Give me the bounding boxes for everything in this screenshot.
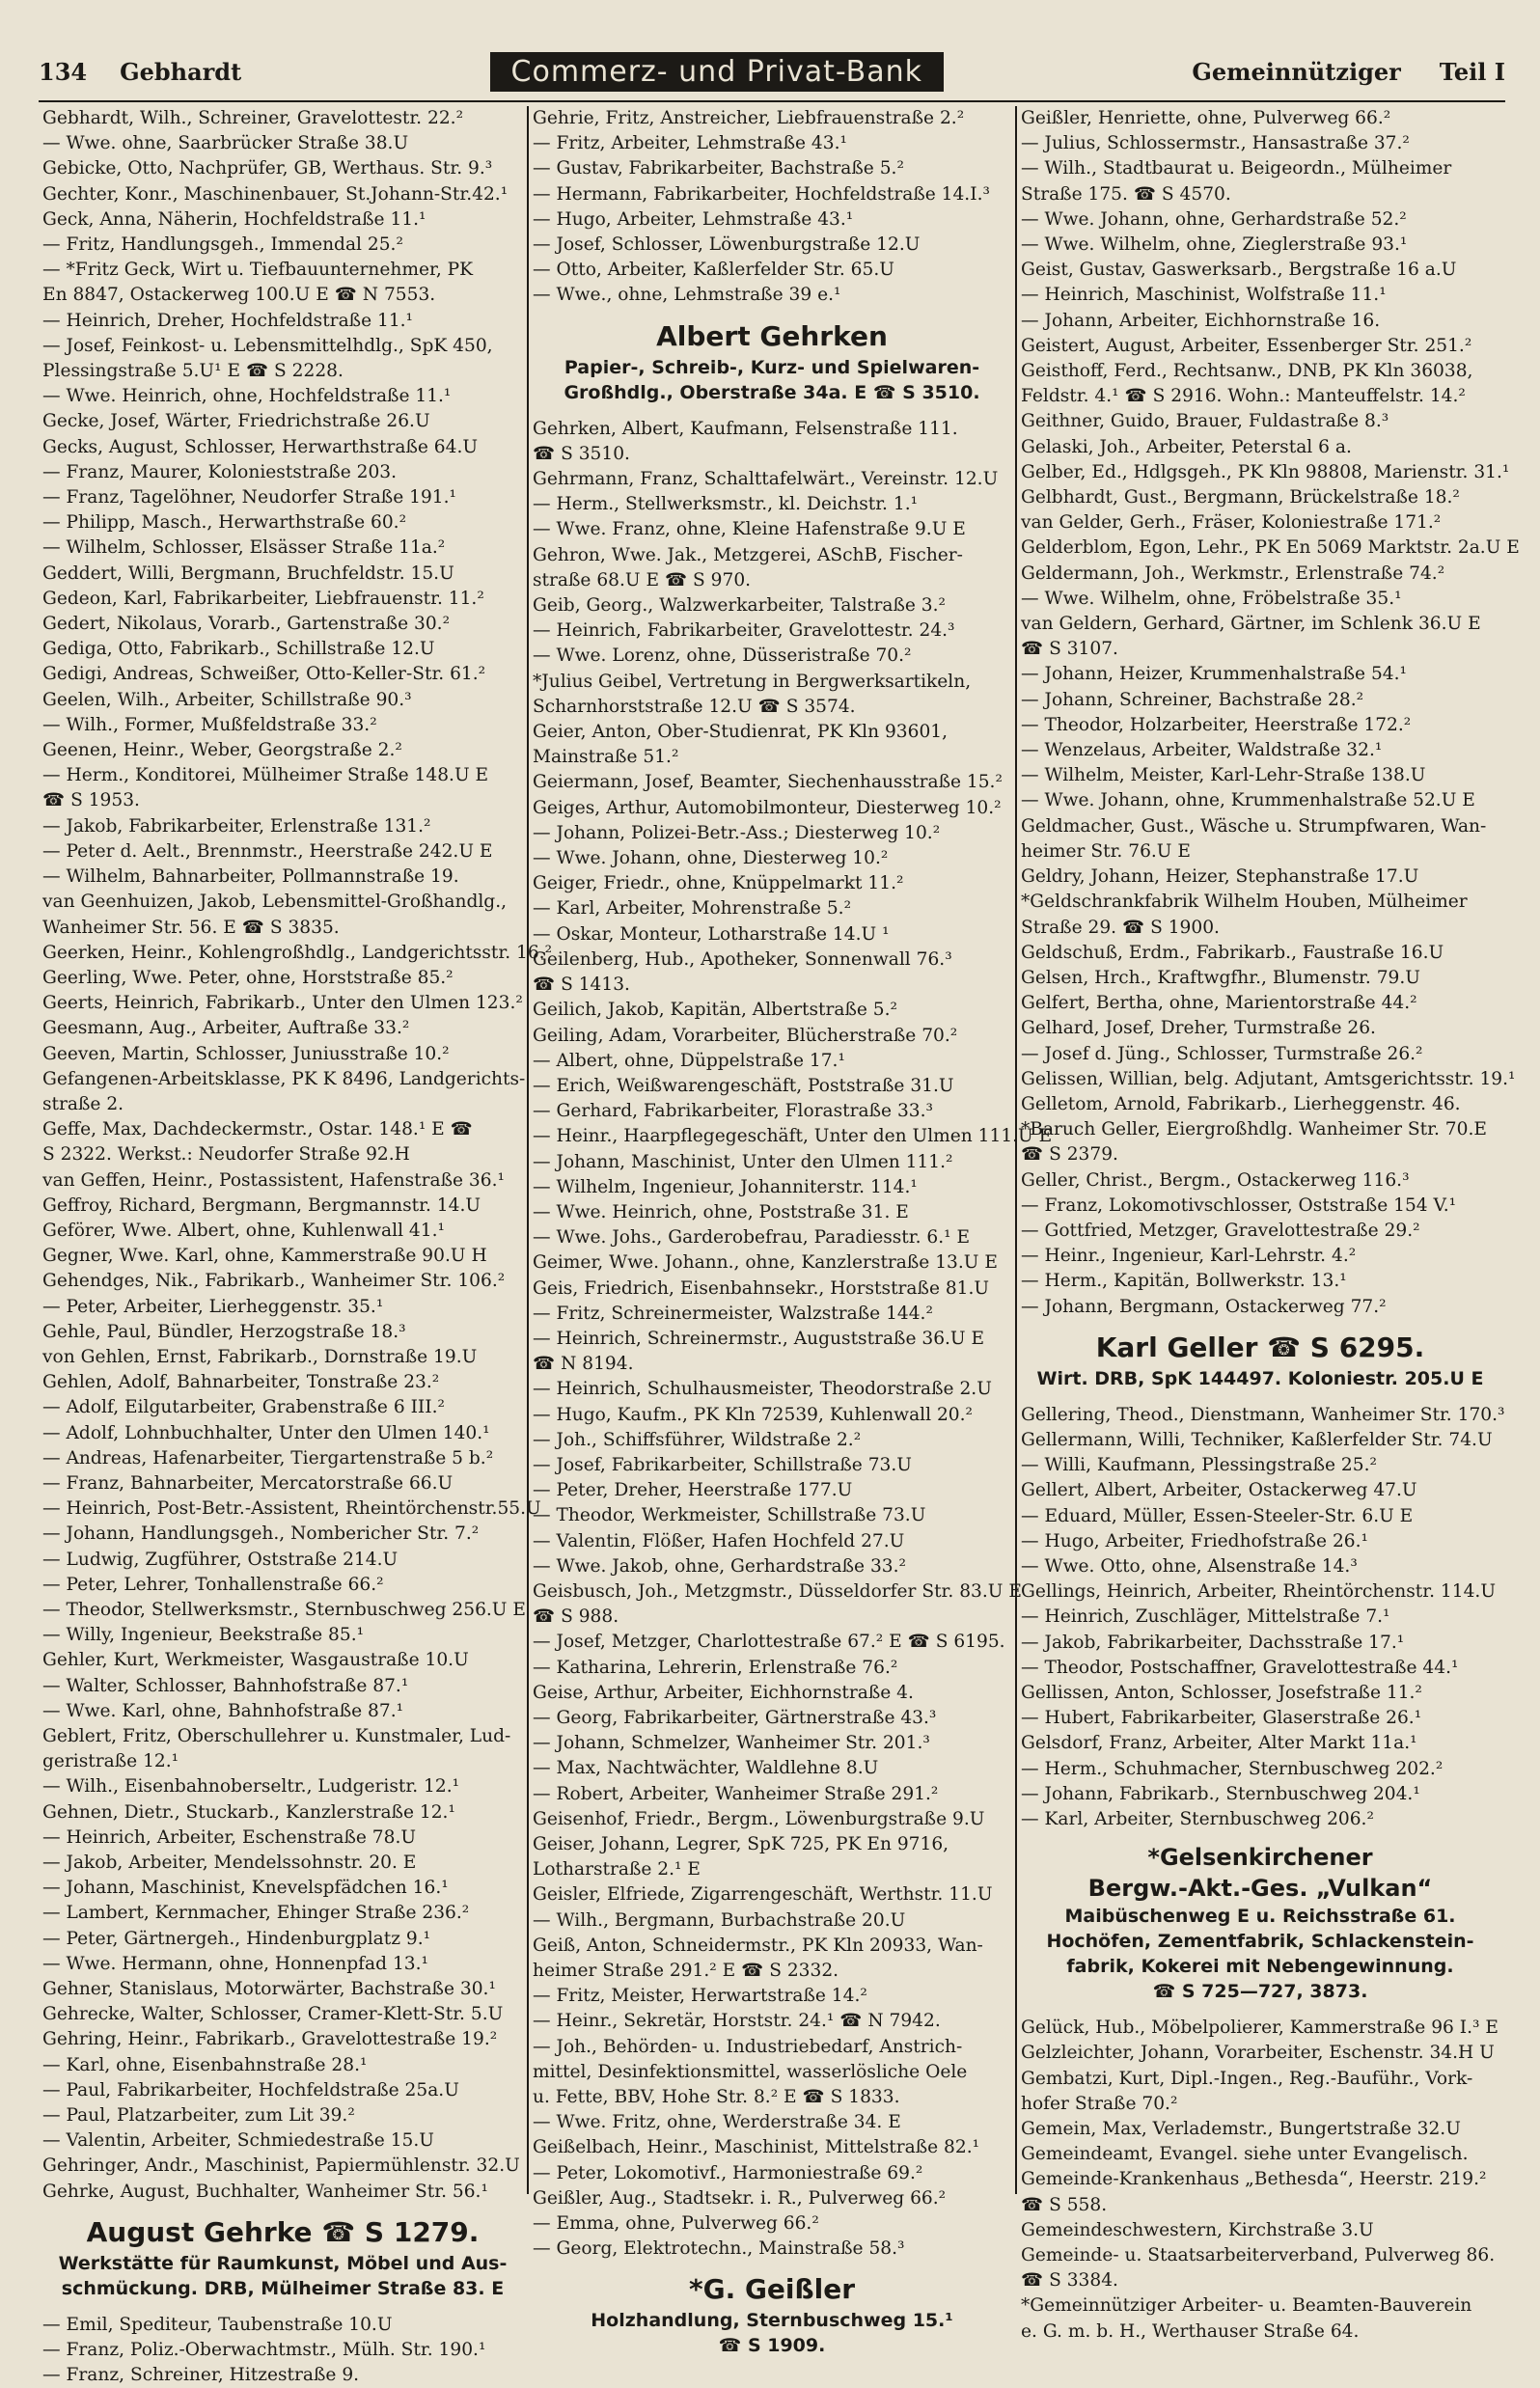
directory-entry: — Valentin, Arbeiter, Schmiedestraße 15.U [42,2130,434,2152]
directory-entry: Gehrmann, Franz, Schalttafelwärt., Vereinstr. 12.U [533,469,999,490]
directory-entry: — Adolf, Lohnbuchhalter, Unter den Ulmen 140.¹ [42,1422,490,1443]
directory-entry: Gechter, Konr., Maschinenbauer, St.Johann-Str.42.¹ [42,183,509,205]
directory-entry: Gehner, Stanislaus, Motorwärter, Bachstraße 30.¹ [42,1979,496,2000]
directory-entry: Gediga, Otto, Fabrikarb., Schillstraße 12.U [42,639,435,660]
directory-entry: Gelzleichter, Johann, Vorarbeiter, Eschenstr. 34.H U [1021,2043,1495,2064]
directory-entry: Geerling, Wwe. Peter, ohne, Horststraße 85.² [42,967,454,988]
directory-entry: Wanheimer Str. 56. E ☎ S 3835. [42,917,340,938]
directory-entry: — Joh., Behörden- u. Industriebedarf, Anstrich- [533,2036,963,2057]
directory-entry: straße 2. [42,1093,124,1114]
directory-entry: Gehringer, Andr., Maschinist, Papiermühlenstr. 32.U [42,2155,520,2177]
directory-entry: Geimer, Wwe. Johann., ohne, Kanzlerstraße 13.U E [533,1252,998,1274]
directory-entry: — Wwe. Hermann, ohne, Honnenpfad 13.¹ [42,1953,428,1974]
ad-name: August Gehrke ☎ S 1279. [86,2215,480,2248]
directory-entry: — Katharina, Lehrerin, Erlenstraße 76.² [533,1657,898,1678]
directory-entry: Gelber, Ed., Hdlgsgeh., PK Kln 98808, Marienstr. 31.¹ [1021,461,1510,482]
directory-entry: — Fritz, Schreinermeister, Walzstraße 144.² [533,1303,933,1324]
header-right [1192,58,1505,86]
directory-entry: ☎ S 3510. [533,443,630,464]
directory-entry: — Josef, Metzger, Charlottestraße 67.² E ☎ S 6195. [533,1632,1005,1653]
directory-entry: — Franz, Poliz.-Oberwachtmstr., Mülh. Str. 190.¹ [42,2340,486,2361]
directory-entry: — Max, Nachtwächter, Waldlehne 8.U [533,1758,879,1779]
directory-entry: — Peter, Dreher, Heerstraße 177.U [533,1480,853,1501]
directory-entry: — Heinrich, Maschinist, Wolfstraße 11.¹ [1021,285,1387,306]
directory-entry: — Theodor, Holzarbeiter, Heerstraße 172.² [1021,714,1412,735]
directory-entry: van Gelder, Gerh., Fräser, Koloniestraße 171.² [1021,512,1442,534]
directory-entry: ☎ N 8194. [533,1354,634,1375]
directory-entry: Geiser, Johann, Legrer, SpK 725, PK En 9716, [533,1834,949,1854]
directory-entry: van Geldern, Gerhard, Gärtner, im Schlenk 36.U E [1021,614,1481,635]
directory-entry: — Peter, Arbeiter, Lierheggenstr. 35.¹ [42,1296,384,1317]
directory-entry: Gelbhardt, Gust., Bergmann, Brückelstraße 18.² [1021,487,1460,508]
directory-entry: Geiling, Adam, Vorarbeiter, Blücherstraße 70.² [533,1025,958,1046]
directory-entry: Geerts, Heinrich, Fabrikarb., Unter den Ulmen 123.² [42,993,523,1014]
column-3 [1015,106,1520,2342]
directory-entry: — Erich, Weißwarengeschäft, Poststraße 31.U [533,1075,954,1096]
directory-entry: — Jakob, Arbeiter, Mendelssohnstr. 20. E [42,1853,417,1874]
directory-page [39,42,1520,2386]
directory-entry: Plessingstraße 5.U¹ E ☎ S 2228. [42,361,344,382]
directory-entry: u. Fette, BBV, Hohe Str. 8.² E ☎ S 1833. [533,2087,900,2108]
directory-entry: Geck, Anna, Näherin, Hochfeldstraße 11.¹ [42,208,426,230]
directory-entry: Geffroy, Richard, Bergmann, Bergmannstr. 14.U [42,1194,481,1216]
directory-entry: — Ludwig, Zugführer, Oststraße 214.U [42,1549,399,1570]
directory-entry: Geförer, Wwe. Albert, ohne, Kuhlenwall 41.¹ [42,1220,445,1241]
directory-entry: Gehendges, Nik., Fabrikarb., Wanheimer Str. 106.² [42,1271,506,1292]
directory-entry: Geeven, Martin, Schlosser, Juniusstraße 10.² [42,1043,450,1064]
directory-entry: S 2322. Werkst.: Neudorfer Straße 92.H [42,1144,410,1166]
directory-entry: — Gerhard, Fabrikarbeiter, Florastraße 33.³ [533,1101,933,1122]
directory-entry: Geißler, Henriette, ohne, Pulverweg 66.² [1021,108,1391,128]
directory-entry: Geenen, Heinr., Weber, Georgstraße 2.² [42,740,402,761]
directory-entry: — Johann, Schmelzer, Wanheimer Str. 201.³ [533,1733,930,1754]
directory-entry: Lotharstraße 2.¹ E [533,1859,701,1880]
directory-entry: — Eduard, Müller, Essen-Steeler-Str. 6.U E [1021,1505,1414,1526]
directory-entry: Geilich, Jakob, Kapitän, Albertstraße 5.² [533,1000,897,1021]
directory-entry: Geißelbach, Heinr., Maschinist, Mittelstraße 82.¹ [533,2137,980,2158]
directory-entry: Geffe, Max, Dachdeckermstr., Ostar. 148.¹ E ☎ [42,1119,473,1140]
ad-line: ☎ S 1909. [718,2335,826,2357]
directory-entry: Gelsen, Hrch., Kraftwgfhr., Blumenstr. 79.U [1021,967,1420,988]
directory-entry: — Wwe. Johann, ohne, Diesterweg 10.² [533,848,889,869]
ad-line: Großhdlg., Oberstraße 34a. E ☎ S 3510. [564,381,980,403]
directory-entry: — Heinrich, Schreinermstr., Auguststraße 36.U E [533,1328,985,1349]
directory-entry: Gegner, Wwe. Karl, ohne, Kammerstraße 90.U H [42,1246,487,1267]
directory-entry: Gemein, Max, Verlademstr., Bungertstraße 32.U [1021,2119,1461,2140]
directory-entry: — Wwe. Heinrich, ohne, Poststraße 31. E [533,1201,909,1222]
directory-entry: — Wilhelm, Bahnarbeiter, Pollmannstraße 19. [42,866,459,888]
directory-entry: Gelletom, Arnold, Fabrikarb., Lierheggenstr. 46. [1021,1093,1461,1114]
directory-entry: Geldry, Johann, Heizer, Stephanstraße 17.U [1021,866,1419,888]
header-left-name: Gebhardt [120,57,242,86]
directory-entry: — Peter, Lehrer, Tonhallenstraße 66.² [42,1574,384,1595]
directory-entry: Geist, Gustav, Gaswerksarb., Bergstraße 16 a.U [1021,260,1457,281]
directory-entry: Geis, Friedrich, Eisenbahnsekr., Horststraße 81.U [533,1277,990,1299]
directory-entry: — Wwe. Wilhelm, ohne, Fröbelstraße 35.¹ [1021,588,1402,609]
ad-line: *Gelsenkirchener [1147,1844,1373,1872]
directory-entry: Gelissen, Willian, belg. Adjutant, Amtsgerichtsstr. 19.¹ [1021,1068,1516,1089]
directory-entry: Geisthoff, Ferd., Rechtsanw., DNB, PK Kln 36038, [1021,361,1473,382]
directory-entry: — Wwe. Jakob, ohne, Gerhardstraße 33.² [533,1555,906,1577]
directory-entry: — Hugo, Kaufm., PK Kln 72539, Kuhlenwall 20.² [533,1404,974,1425]
directory-entry: — Johann, Maschinist, Knevelspfädchen 16.¹ [42,1878,449,1899]
part-label: Teil I [1439,57,1505,86]
directory-entry: — Wwe., ohne, Lehmstraße 39 e.¹ [533,285,841,306]
advertisement [533,318,1011,405]
directory-entry: — Albert, ohne, Düppelstraße 17.¹ [533,1050,845,1071]
directory-entry: — Peter, Lokomotivf., Harmoniestraße 69.² [533,2162,923,2183]
page-header [39,42,1505,102]
directory-entry: — Adolf, Eilgutarbeiter, Grabenstraße 6 III.² [42,1397,445,1418]
directory-entry: Geise, Arthur, Arbeiter, Eichhornstraße 4. [533,1682,914,1703]
directory-entry: — Johann, Schreiner, Bachstraße 28.² [1021,689,1364,710]
directory-entry: ☎ S 988. [533,1606,619,1628]
directory-entry: Straße 175. ☎ S 4570. [1021,183,1231,205]
directory-entry: Geelen, Wilh., Arbeiter, Schillstraße 90.³ [42,689,412,710]
directory-entry: Gecke, Josef, Wärter, Friedrichstraße 26.U [42,411,430,432]
directory-entry: — Josef d. Jüng., Schlosser, Turmstraße 26.² [1021,1043,1423,1064]
ad-line: Wirt. DRB, SpK 144497. Koloniestr. 205.U E [1036,1367,1484,1389]
directory-entry: — Wwe. Franz, ohne, Kleine Hafenstraße 9.U E [533,519,966,540]
directory-entry: — Gustav, Fabrikarbeiter, Bachstraße 5.² [533,158,904,179]
directory-entry: straße 68.U E ☎ S 970. [533,569,752,590]
directory-entry: — Karl, ohne, Eisenbahnstraße 28.¹ [42,2054,368,2075]
directory-entry: — Paul, Fabrikarbeiter, Hochfeldstraße 25a.U [42,2079,459,2100]
directory-entry: — Heinrich, Schulhausmeister, Theodorstraße 2.U [533,1379,992,1400]
directory-entry: — Joh., Schiffsführer, Wildstraße 2.² [533,1429,862,1450]
directory-entry: — Georg, Fabrikarbeiter, Gärtnerstraße 43.³ [533,1707,937,1728]
directory-entry: hofer Straße 70.² [1021,2093,1178,2114]
directory-entry: Geilenberg, Hub., Apotheker, Sonnenwall 76.³ [533,948,952,970]
directory-entry: Gehrecke, Walter, Schlosser, Cramer-Klett-Str. 5.U [42,2004,504,2025]
directory-entry: — Wilh., Bergmann, Burbachstraße 20.U [533,1909,906,1931]
ad-name: Karl Geller ☎ S 6295. [1095,1331,1425,1363]
directory-entry: — Theodor, Stellwerksmstr., Sternbuschweg 256.U E [42,1599,526,1620]
directory-entry: — Wilh., Stadtbaurat u. Beigeordn., Mülheimer [1021,158,1452,179]
directory-entry: — Heinrich, Arbeiter, Eschenstraße 78.U [42,1826,417,1848]
directory-entry: Gefangenen-Arbeitsklasse, PK K 8496, Landgerichts- [42,1068,526,1089]
directory-entry: Gemeindeschwestern, Kirchstraße 3.U [1021,2219,1374,2240]
directory-entry: mittel, Desinfektionsmittel, wasserlösliche Oele [533,2061,968,2082]
directory-entry: — Johann, Bergmann, Ostackerweg 77.² [1021,1296,1387,1317]
directory-entry: Gellert, Albert, Arbeiter, Ostackerweg 47.U [1021,1480,1417,1501]
ad-line: schmückung. DRB, Mülheimer Straße 83. E [61,2277,505,2299]
directory-entry: — *Fritz Geck, Wirt u. Tiefbauunternehmer, PK [42,260,474,281]
directory-entry: — Wwe. Fritz, ohne, Werderstraße 34. E [533,2112,901,2133]
directory-entry: Gembatzi, Kurt, Dipl.-Ingen., Reg.-Bauführ., Vork- [1021,2068,1473,2089]
directory-entry: — Heinrich, Post-Betr.-Assistent, Rheintörchenstr.55.U [42,1498,541,1520]
directory-entry: — Johann, Heizer, Krummenhalstraße 54.¹ [1021,664,1407,685]
directory-entry: heimer Straße 291.² E ☎ S 2332. [533,1961,839,1982]
directory-entry: — Emil, Spediteur, Taubenstraße 10.U [42,2314,393,2335]
ad-line: Maibüschenweg E u. Reichsstraße 61. [1064,1906,1456,1928]
directory-entry: — Franz, Lokomotivschlosser, Oststraße 154 V.¹ [1021,1194,1457,1216]
directory-entry: — Willi, Kaufmann, Plessingstraße 25.² [1021,1455,1377,1476]
directory-entry: Gelderblom, Egon, Lehr., PK En 5069 Marktstr. 2a.U E [1021,537,1520,559]
directory-entry: Geesmann, Aug., Arbeiter, Auftraße 33.² [42,1018,410,1039]
directory-entry: Geißler, Aug., Stadtsekr. i. R., Pulverweg 66.² [533,2187,947,2209]
directory-entry: Gellings, Heinrich, Arbeiter, Rheintörchenstr. 114.U [1021,1581,1497,1603]
directory-entry: — Johann, Arbeiter, Eichhornstraße 16. [1021,310,1381,331]
directory-entry: Mainstraße 51.² [533,747,679,768]
directory-entry: Gebicke, Otto, Nachprüfer, GB, Werthaus. Str. 9.³ [42,158,493,179]
directory-entry: — Herm., Kapitän, Bollwerkstr. 13.¹ [1021,1271,1347,1292]
directory-entry: — Andreas, Hafenarbeiter, Tiergartenstraße 5 b.² [42,1447,494,1468]
directory-entry: — Franz, Bahnarbeiter, Mercatorstraße 66.U [42,1472,454,1494]
directory-entry: — Karl, Arbeiter, Sternbuschweg 206.² [1021,1809,1374,1829]
directory-entry: Gemeindeamt, Evangel. siehe unter Evangelisch. [1021,2144,1469,2165]
directory-entry: — Paul, Platzarbeiter, zum Lit 39.² [42,2105,355,2127]
directory-entry: *Julius Geibel, Vertretung in Bergwerksartikeln, [533,671,972,692]
directory-entry: Gehron, Wwe. Jak., Metzgerei, ASchB, Fischer- [533,544,963,565]
directory-entry: *Gemeinnütziger Arbeiter- u. Beamten-Bauverein [1021,2295,1472,2317]
directory-entry: *Baruch Geller, Eiergroßhdlg. Wanheimer Str. 70.E [1021,1119,1487,1140]
directory-entry: Geldmacher, Gust., Wäsche u. Strumpfwaren, Wan- [1021,815,1487,837]
directory-entry: Geblert, Fritz, Oberschullehrer u. Kunstmaler, Lud- [42,1726,511,1746]
directory-entry: En 8847, Ostackerweg 100.U E ☎ N 7553. [42,285,436,306]
directory-entry: — Wwe. Johann, ohne, Krummenhalstraße 52.U E [1021,790,1475,811]
directory-entry: Geier, Anton, Ober-Studienrat, PK Kln 93601, [533,722,949,743]
advertisement [1021,1842,1499,2004]
directory-entry: Gecks, August, Schlosser, Herwarthstraße 64.U [42,436,479,457]
directory-entry: Gemeinde- u. Staatsarbeiterverband, Pulverweg 86. [1021,2245,1496,2266]
directory-entry: — Karl, Arbeiter, Mohrenstraße 5.² [533,898,852,920]
columns [39,106,1520,2386]
directory-entry: — Emma, ohne, Pulverweg 66.² [533,2213,819,2235]
ad-line: Werkstätte für Raumkunst, Möbel und Aus- [58,2252,508,2274]
directory-entry: — Heinrich, Fabrikarbeiter, Gravelottestr. 24.³ [533,620,955,642]
directory-entry: Geisbusch, Joh., Metzgmstr., Düsseldorfer Str. 83.U E [533,1580,1022,1602]
directory-entry: — Otto, Arbeiter, Kaßlerfelder Str. 65.U [533,260,894,281]
directory-entry: Gehring, Heinr., Fabrikarb., Gravelottestraße 19.² [42,2029,498,2050]
directory-entry: Geldschuß, Erdm., Fabrikarb., Faustraße 16.U [1021,942,1444,963]
directory-entry: — Wwe. Johs., Garderobefrau, Paradiesstr. 6.¹ E [533,1227,971,1249]
directory-entry: — Peter d. Aelt., Brennmstr., Heerstraße 242.U E [42,840,493,862]
directory-entry: — Wwe. ohne, Saarbrücker Straße 38.U [42,133,409,154]
directory-entry: Gehler, Kurt, Werkmeister, Wasgaustraße 10.U [42,1650,469,1671]
directory-entry: — Gottfried, Metzger, Gravelottestraße 29.² [1021,1220,1420,1241]
directory-entry: Geisenhof, Friedr., Bergm., Löwenburgstraße 9.U [533,1808,985,1829]
directory-entry: Geldermann, Joh., Werkmstr., Erlenstraße 74.² [1021,563,1445,584]
directory-entry: Gehlen, Adolf, Bahnarbeiter, Tonstraße 23.² [42,1372,440,1393]
directory-entry: — Oskar, Monteur, Lotharstraße 14.U ¹ [533,923,890,945]
ad-line: fabrik, Kokerei mit Nebengewinnung. [1066,1956,1454,1978]
directory-entry: Geiger, Friedr., ohne, Knüppelmarkt 11.² [533,873,904,894]
directory-entry: — Heinr., Haarpflegegeschäft, Unter den Ulmen 111.U E [533,1126,1053,1147]
directory-entry: — Wwe. Lorenz, ohne, Düsseristraße 70.² [533,645,912,667]
advertisement [1021,1330,1499,1391]
directory-entry: von Gehlen, Ernst, Fabrikarb., Dornstraße 19.U [42,1346,478,1367]
ad-line: ☎ S 725—727, 3873. [1152,1981,1368,2003]
directory-entry: ☎ S 1953. [42,790,140,811]
directory-entry: — Wilh., Eisenbahnoberseltr., Ludgeristr. 12.¹ [42,1776,460,1798]
directory-entry: — Robert, Arbeiter, Wanheimer Straße 291.² [533,1783,939,1804]
directory-entry: — Herm., Konditorei, Mülheimer Straße 148.U E [42,765,489,786]
advertisement [42,2214,523,2301]
directory-entry: — Valentin, Flößer, Hafen Hochfeld 27.U [533,1530,905,1551]
directory-entry: — Wwe. Wilhelm, ohne, Zieglerstraße 93.¹ [1021,234,1408,256]
directory-entry: Gelück, Hub., Möbelpolierer, Kammerstraße 96 I.³ E [1021,2017,1499,2039]
directory-entry: — Wwe. Karl, ohne, Bahnhofstraße 87.¹ [42,1700,404,1721]
directory-entry: — Johann, Handlungsgeh., Nombericher Str. 7.² [42,1523,480,1545]
directory-entry: Gemeinde-Krankenhaus „Bethesda“, Heerstr. 219.² [1021,2169,1487,2190]
header-left [39,58,241,86]
directory-entry: Gellermann, Willi, Techniker, Kaßlerfelder Str. 74.U [1021,1429,1493,1450]
directory-entry: — Josef, Fabrikarbeiter, Schillstraße 73.U [533,1454,912,1475]
directory-entry: Gehle, Paul, Bündler, Herzogstraße 18.³ [42,1321,406,1342]
directory-entry: — Herm., Stellwerksmstr., kl. Deichstr. 1.¹ [533,494,919,515]
directory-entry: — Wilhelm, Schlosser, Elsässer Straße 11a.² [42,537,446,559]
directory-entry: van Geenhuizen, Jakob, Lebensmittel-Großhandlg., [42,892,508,913]
advertisement [533,2271,1011,2358]
directory-entry: Feldstr. 4.¹ ☎ S 2916. Wohn.: Manteuffelstr. 14.² [1021,386,1466,407]
directory-entry: Geib, Georg., Walzwerkarbeiter, Talstraße 3.² [533,595,946,617]
directory-entry: — Johann, Fabrikarb., Sternbuschweg 204.¹ [1021,1783,1420,1804]
directory-entry: Geiges, Arthur, Automobilmonteur, Diesterweg 10.² [533,797,1002,818]
directory-entry: — Hugo, Arbeiter, Lehmstraße 43.¹ [533,208,854,230]
directory-entry: — Fritz, Meister, Herwartstraße 14.² [533,1986,867,2007]
directory-entry: — Johann, Polizei-Betr.-Ass.; Diesterweg 10.² [533,822,941,843]
directory-entry: — Heinrich, Zuschläger, Mittelstraße 7.¹ [1021,1606,1390,1628]
page-number: 134 [39,57,88,86]
directory-entry: Geiß, Anton, Schneidermstr., PK Kln 20933, Wan- [533,1935,983,1956]
bank-banner: Commerz- und Privat-Bank [490,52,945,92]
directory-entry: Gebhardt, Wilh., Schreiner, Gravelottestr. 22.² [42,108,464,128]
directory-entry: — Walter, Schlosser, Bahnhofstraße 87.¹ [42,1675,409,1696]
directory-entry: — Heinr., Ingenieur, Karl-Lehrstr. 4.² [1021,1246,1357,1267]
directory-entry: — Lambert, Kernmacher, Ehinger Straße 236.² [42,1903,470,1924]
directory-entry: Gehrke, August, Buchhalter, Wanheimer Str. 56.¹ [42,2181,488,2202]
directory-entry: Gellering, Theod., Dienstmann, Wanheimer Str. 170.³ [1021,1404,1505,1425]
directory-entry: Gehnen, Dietr., Stuckarb., Kanzlerstraße 12.¹ [42,1801,455,1823]
ad-line: Holzhandlung, Sternbuschweg 15.¹ [591,2310,953,2332]
directory-entry: — Wwe. Otto, ohne, Alsenstraße 14.³ [1021,1555,1358,1577]
header-right-name: Gemeinnütziger [1192,57,1401,86]
directory-entry: geristraße 12.¹ [42,1751,179,1772]
directory-entry: Gedert, Nikolaus, Vorarb., Gartenstraße 30.² [42,614,451,635]
directory-entry: van Geffen, Heinr., Postassistent, Hafenstraße 36.¹ [42,1169,505,1191]
directory-entry: — Wenzelaus, Arbeiter, Waldstraße 32.¹ [1021,740,1383,761]
directory-entry: ☎ S 2379. [1021,1144,1118,1166]
directory-entry: Gedigi, Andreas, Schweißer, Otto-Keller-Str. 61.² [42,664,486,685]
directory-entry: ☎ S 558. [1021,2194,1108,2215]
directory-entry: Gelaski, Joh., Arbeiter, Peterstal 6 a. [1021,436,1352,457]
directory-entry: — Franz, Maurer, Kolonieststraße 203. [42,461,398,482]
ad-name: Albert Gehrken [656,319,888,352]
directory-entry: — Herm., Schuhmacher, Sternbuschweg 202.² [1021,1758,1444,1779]
ad-name: *G. Geißler [688,2273,856,2306]
directory-entry: Gellissen, Anton, Schlosser, Josefstraße 11.² [1021,1682,1422,1703]
directory-entry: Gelsdorf, Franz, Arbeiter, Alter Markt 11a.¹ [1021,1733,1417,1754]
directory-entry: ☎ S 3384. [1021,2270,1118,2292]
directory-entry: — Wwe. Heinrich, ohne, Hochfeldstraße 11.¹ [42,386,452,407]
directory-entry: — Jakob, Fabrikarbeiter, Dachsstraße 17.¹ [1021,1632,1405,1653]
directory-entry: — Theodor, Werkmeister, Schillstraße 73.U [533,1505,926,1526]
directory-entry: Straße 29. ☎ S 1900. [1021,917,1220,938]
directory-entry: ☎ S 1413. [533,974,630,996]
directory-entry: — Jakob, Fabrikarbeiter, Erlenstraße 131.² [42,815,431,837]
directory-entry: Geisler, Elfriede, Zigarrengeschäft, Werthstr. 11.U [533,1884,993,1906]
directory-entry: Geerken, Heinr., Kohlengroßhdlg., Landgerichtsstr. 16.² [42,942,553,963]
directory-entry: — Heinrich, Dreher, Hochfeldstraße 11.¹ [42,310,414,331]
directory-entry: Geistert, August, Arbeiter, Essenberger Str. 251.² [1021,335,1472,356]
directory-entry: Gelfert, Bertha, ohne, Marientorstraße 44.² [1021,993,1417,1014]
ad-line: Papier-, Schreib-, Kurz- und Spielwaren- [564,356,980,378]
directory-entry: — Heinr., Sekretär, Horststr. 24.¹ ☎ N 7942. [533,2011,941,2032]
directory-entry: — Franz, Tagelöhner, Neudorfer Straße 191.¹ [42,487,456,508]
directory-entry: Gehrie, Fritz, Anstreicher, Liebfrauenstraße 2.² [533,108,965,128]
ad-line: Bergw.-Akt.-Ges. „Vulkan“ [1087,1875,1433,1903]
column-2 [527,106,1053,2357]
directory-entry: — Willy, Ingenieur, Beekstraße 85.¹ [42,1625,365,1646]
directory-entry: — Hermann, Fabrikarbeiter, Hochfeldstraße 14.I.³ [533,183,990,205]
directory-entry: Geller, Christ., Bergm., Ostackerweg 116.³ [1021,1169,1410,1191]
directory-entry: — Josef, Feinkost- u. Lebensmittelhdlg., SpK 450, [42,335,493,356]
directory-entry: Scharnhorststraße 12.U ☎ S 3574. [533,696,856,717]
directory-entry: heimer Str. 76.U E [1021,840,1191,862]
directory-entry: — Fritz, Arbeiter, Lehmstraße 43.¹ [533,133,847,154]
directory-entry: Geiermann, Josef, Beamter, Siechenhausstraße 15.² [533,772,1003,793]
directory-entry: ☎ S 3107. [1021,639,1118,660]
directory-entry: Gehrken, Albert, Kaufmann, Felsenstraße 111. [533,418,958,439]
directory-entry: — Peter, Gärtnergeh., Hindenburgplatz 9.¹ [42,1928,431,1949]
directory-entry: — Wilh., Former, Mußfeldstraße 33.² [42,714,377,735]
directory-entry: Gedeon, Karl, Fabrikarbeiter, Liebfrauenstr. 11.² [42,588,484,609]
directory-entry: Geithner, Guido, Brauer, Fuldastraße 8.³ [1021,411,1389,432]
column-1 [39,106,553,2386]
directory-entry: — Wwe. Johann, ohne, Gerhardstraße 52.² [1021,208,1407,230]
directory-entry: — Fritz, Handlungsgeh., Immendal 25.² [42,234,403,256]
directory-entry: Geddert, Willi, Bergmann, Bruchfeldstr. 15.U [42,563,454,584]
directory-entry: — Wilhelm, Ingenieur, Johanniterstr. 114.¹ [533,1176,918,1197]
directory-entry: — Wilhelm, Meister, Karl-Lehr-Straße 138.U [1021,765,1426,786]
directory-entry: *Geldschrankfabrik Wilhelm Houben, Mülheimer [1021,892,1468,913]
directory-entry: — Josef, Schlosser, Löwenburgstraße 12.U [533,234,921,256]
directory-entry: — Theodor, Postschaffner, Gravelottestraße 44.¹ [1021,1657,1459,1678]
directory-entry: — Julius, Schlossermstr., Hansastraße 37.² [1021,133,1410,154]
directory-entry: Gelhard, Josef, Dreher, Turmstraße 26. [1021,1018,1376,1039]
directory-entry: e. G. m. b. H., Werthauser Straße 64. [1021,2320,1360,2342]
directory-entry: — Hubert, Fabrikarbeiter, Glaserstraße 26.¹ [1021,1708,1422,1729]
ad-line: Hochöfen, Zementfabrik, Schlackenstein- [1046,1931,1474,1953]
directory-entry: — Georg, Elektrotechn., Mainstraße 58.³ [533,2238,905,2260]
directory-entry: — Johann, Maschinist, Unter den Ulmen 111.² [533,1151,953,1172]
directory-entry: — Franz, Schreiner, Hitzestraße 9. [42,2365,360,2386]
directory-entry: — Philipp, Masch., Herwarthstraße 60.² [42,512,407,534]
directory-entry: — Hugo, Arbeiter, Friedhofstraße 26.¹ [1021,1530,1368,1551]
